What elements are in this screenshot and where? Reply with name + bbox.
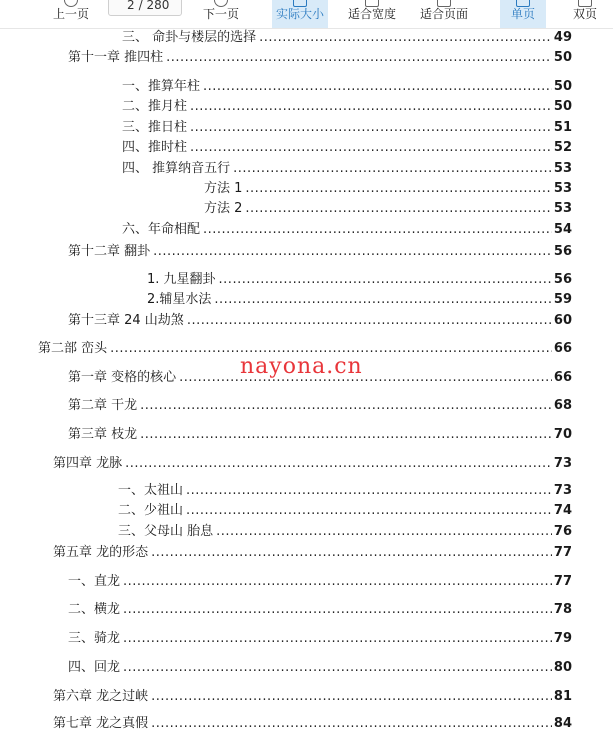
leader-dots: [125, 456, 552, 472]
toc-entry[interactable]: [147, 272, 572, 288]
toc-entry-page: 53: [553, 181, 572, 196]
toc-entry[interactable]: [204, 181, 572, 197]
leader-dots: [186, 503, 552, 519]
leader-dots: [245, 201, 552, 217]
toc-entry-page: 73: [553, 483, 572, 498]
actual-size-button[interactable]: [272, 0, 328, 28]
toc-entry-title: 方法 1: [204, 181, 243, 196]
next-page-button[interactable]: [200, 0, 242, 28]
single-page-button[interactable]: [500, 0, 546, 28]
toc-entry-page: 49: [553, 30, 572, 45]
toc-entry[interactable]: [68, 50, 572, 66]
toc-entry-page: 51: [553, 120, 572, 135]
leader-dots: [233, 161, 552, 177]
leader-dots: [151, 545, 552, 561]
toc-entry[interactable]: [68, 631, 572, 647]
toc-entry[interactable]: [122, 140, 572, 156]
double-page-button[interactable]: [565, 0, 605, 28]
leader-dots: [123, 602, 552, 618]
actual-size-label: 实际大小: [275, 7, 324, 21]
toc-entry[interactable]: [122, 79, 572, 95]
toc-entry-page: 73: [553, 456, 572, 471]
toc-entry[interactable]: [122, 30, 572, 46]
toc-entry-title: 一、太祖山: [118, 483, 184, 498]
toc-entry[interactable]: [68, 244, 572, 260]
toc-entry[interactable]: [118, 524, 572, 540]
toc-entry-page: 76: [553, 524, 572, 539]
prev-page-button[interactable]: [50, 0, 92, 28]
leader-dots: [203, 79, 552, 95]
prev-page-label: 上一页: [52, 7, 89, 21]
toc-entry[interactable]: [68, 660, 572, 676]
toc-entry-page: 77: [553, 545, 572, 560]
toc-entry[interactable]: [68, 427, 572, 443]
leader-dots: [140, 427, 552, 443]
toc-entry-title: 第六章 龙之过峡: [53, 689, 149, 704]
toc-entry[interactable]: [204, 201, 572, 217]
toc-entry-page: 79: [553, 631, 572, 646]
toc-entry-title: 三、骑龙: [68, 631, 121, 646]
leader-dots: [245, 181, 552, 197]
leader-dots: [123, 660, 552, 676]
toc-entry-page: 52: [553, 140, 572, 155]
toc-entry-title: 方法 2: [204, 201, 243, 216]
leader-dots: [153, 244, 552, 260]
fit-width-icon: [365, 0, 379, 7]
fit-page-button[interactable]: [417, 0, 471, 28]
page-number-input[interactable]: [121, 0, 135, 12]
toc-entry-title: 一、直龙: [68, 574, 121, 589]
toc-entry-title: 一、推算年柱: [122, 79, 201, 94]
toc-entry-title: 第一章 变格的核心: [68, 370, 177, 385]
toc-entry-page: 56: [553, 272, 572, 287]
toc-entry-page: 66: [553, 370, 572, 385]
toc-entry-page: 66: [553, 341, 572, 356]
leader-dots: [219, 272, 552, 288]
single-page-label: 单页: [510, 7, 535, 21]
toc-entry-title: 三、父母山 胎息: [118, 524, 214, 539]
toc-entry-title: 第十三章 24 山劫煞: [68, 313, 184, 328]
leader-dots: [190, 120, 552, 136]
toc-entry-page: 50: [553, 99, 572, 114]
fit-page-icon: [437, 0, 451, 7]
toc-entry-page: 50: [553, 50, 572, 65]
toc-entry-page: 68: [553, 398, 572, 413]
double-page-label: 双页: [572, 7, 597, 21]
toc-entry-page: 59: [553, 292, 572, 307]
toc-entry[interactable]: [68, 602, 572, 618]
toc-entry-title: 第二部 峦头: [38, 341, 108, 356]
toc-entry-title: 六、年命相配: [122, 222, 201, 237]
toc-entry-title: 第四章 龙脉: [53, 456, 123, 471]
toc-entry-title: 三、 命卦与楼层的选择: [122, 30, 257, 45]
toc-entry-title: 2.辅星水法: [147, 292, 212, 307]
page-number-box[interactable]: [108, 0, 182, 16]
toc-entry-title: 第十二章 翻卦: [68, 244, 151, 259]
toc-entry[interactable]: [53, 545, 572, 561]
leader-dots: [187, 313, 552, 329]
toc-entry[interactable]: [53, 456, 572, 472]
next-page-label: 下一页: [202, 7, 239, 21]
toc-entry-page: 50: [553, 79, 572, 94]
toc-entry-page: 60: [553, 313, 572, 328]
leader-dots: [179, 370, 552, 386]
toc-entry[interactable]: [118, 483, 572, 499]
toc-entry-page: 77: [553, 574, 572, 589]
leader-dots: [259, 30, 552, 46]
actual-size-icon: [293, 0, 307, 7]
leader-dots: [203, 222, 552, 238]
toc-entry-title: 1. 九星翻卦: [147, 272, 216, 287]
leader-dots: [140, 398, 552, 414]
pdf-toolbar: [0, 0, 613, 29]
toc-entry-title: 二、少祖山: [118, 503, 184, 518]
leader-dots: [151, 689, 552, 705]
toc-entry-title: 第十一章 推四柱: [68, 50, 164, 65]
toc-entry[interactable]: [68, 313, 572, 329]
leader-dots: [216, 524, 552, 540]
leader-dots: [123, 631, 552, 647]
toc-entry[interactable]: [122, 161, 572, 177]
toc-entry-page: 78: [553, 602, 572, 617]
toc-entry-page: 81: [553, 689, 572, 704]
toc-entry-page: 54: [553, 222, 572, 237]
toc-entry-title: 第七章 龙之真假: [53, 716, 149, 731]
fit-page-label: 适合页面: [419, 7, 468, 21]
leader-dots: [190, 140, 552, 156]
toc-entry[interactable]: [53, 689, 572, 705]
toc-entry-page: 53: [553, 201, 572, 216]
toc-entry[interactable]: [122, 222, 572, 238]
leader-dots: [214, 292, 552, 308]
toc-entry-page: 84: [553, 716, 572, 731]
toc-entry[interactable]: [68, 574, 572, 590]
toc-entry[interactable]: [122, 99, 572, 115]
leader-dots: [123, 574, 552, 590]
toc-entry-title: 第二章 干龙: [68, 398, 138, 413]
toc-entry-page: 56: [553, 244, 572, 259]
toc-entry-title: 三、推日柱: [122, 120, 188, 135]
toc-entry[interactable]: [118, 503, 572, 519]
toc-entry-title: 二、横龙: [68, 602, 121, 617]
toc-entry-title: 四、 推算纳音五行: [122, 161, 231, 176]
toc-entry-page: 53: [553, 161, 572, 176]
leader-dots: [190, 99, 552, 115]
page-total: / 280: [138, 0, 170, 12]
toc-entry-title: 四、推时柱: [122, 140, 188, 155]
toc-entry-page: 74: [553, 503, 572, 518]
toc-entry-title: 四、回龙: [68, 660, 121, 675]
leader-dots: [166, 50, 552, 66]
leader-dots: [186, 483, 552, 499]
toc-entry-title: 第五章 龙的形态: [53, 545, 149, 560]
toc-entry-page: 80: [553, 660, 572, 675]
fit-width-button[interactable]: [345, 0, 399, 28]
toc-entry[interactable]: [147, 292, 572, 308]
toc-entry[interactable]: [68, 398, 572, 414]
toc-entry-title: 第三章 枝龙: [68, 427, 138, 442]
fit-width-label: 适合宽度: [347, 7, 396, 21]
toc-entry-page: 70: [553, 427, 572, 442]
double-page-icon: [578, 0, 592, 7]
single-page-icon: [516, 0, 530, 7]
toc-entry-title: 二、推月柱: [122, 99, 188, 114]
watermark-text: nayona.cn: [240, 354, 363, 379]
toc-entry[interactable]: [122, 120, 572, 136]
